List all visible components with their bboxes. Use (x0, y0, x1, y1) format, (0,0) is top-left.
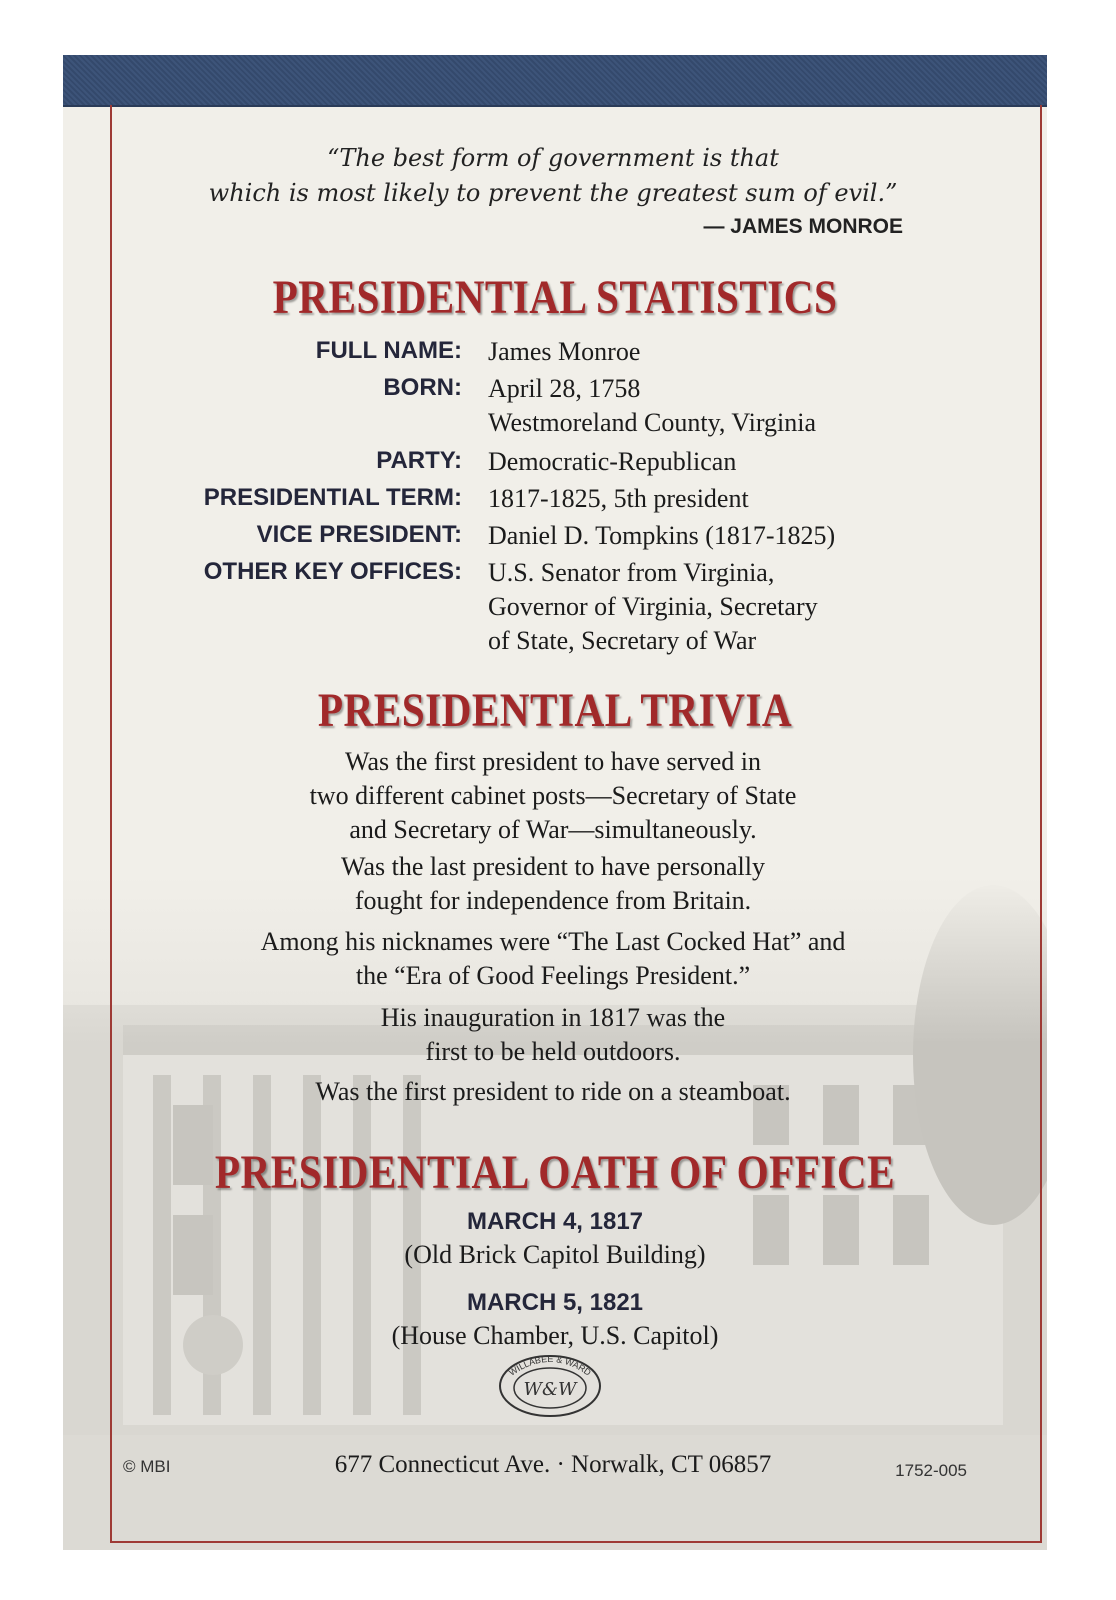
stat-label: PRESIDENTIAL TERM: (203, 484, 462, 511)
trivia-heading: PRESIDENTIAL TRIVIA (317, 684, 793, 737)
stat-value: April 28, 1758 Westmoreland County, Virginia (488, 374, 817, 437)
stat-label: FULL NAME: (315, 337, 462, 364)
stat-value: James Monroe (488, 337, 641, 366)
oath-place: (House Chamber, U.S. Capitol) (391, 1321, 719, 1350)
card (63, 55, 1047, 1550)
product-code: 1752-005 (895, 1461, 967, 1480)
oath-place: (Old Brick Capitol Building) (404, 1240, 706, 1269)
willabee-ward-logo (495, 1348, 605, 1420)
oath-date: MARCH 5, 1821 (466, 1289, 644, 1316)
trivia-item: Was the first president to have served in two different cabinet posts—Secretary of State and Secretary of War—simultaneously. (309, 747, 797, 844)
logo-arc-text: WILLABEE & WARD (507, 1353, 593, 1378)
top-band (63, 55, 1047, 107)
stat-label: BORN: (383, 374, 462, 401)
quote: “The best form of government is that which is most likely to prevent the greatest sum of evil.” (208, 144, 898, 207)
logo-monogram: W&W (523, 1379, 577, 1400)
trivia-item: His inauguration in 1817 was the first to be held outdoors. (380, 1003, 726, 1066)
stat-value: 1817-1825, 5th president (488, 484, 749, 513)
oath-heading: PRESIDENTIAL OATH OF OFFICE (214, 1146, 896, 1199)
address: 677 Connecticut Ave. · Norwalk, CT 06857 (334, 1451, 772, 1478)
stat-label: OTHER KEY OFFICES: (203, 558, 462, 585)
stat-value: Daniel D. Tompkins (1817-1825) (488, 521, 836, 550)
svg-text:WILLABEE & WARD (507, 1354, 593, 1378)
trivia-item: Was the first president to ride on a steamboat. (315, 1077, 791, 1106)
trivia-item: Among his nicknames were “The Last Cocked Hat” and the “Era of Good Feelings President.” (260, 927, 846, 990)
statistics-heading: PRESIDENTIAL STATISTICS (272, 271, 838, 324)
quote-attribution: — JAMES MONROE (703, 215, 903, 238)
stat-label: PARTY: (376, 447, 462, 474)
copyright: © MBI (123, 1457, 171, 1476)
stat-value: U.S. Senator from Virginia, Governor of Virginia, Secretary of State, Secretary of War (488, 558, 818, 655)
trivia-item: Was the last president to have personally fought for independence from Britain. (341, 852, 765, 915)
oath-date: MARCH 4, 1817 (466, 1208, 644, 1235)
stat-value: Democratic-Republican (488, 447, 737, 476)
stat-label: VICE PRESIDENT: (256, 521, 462, 548)
